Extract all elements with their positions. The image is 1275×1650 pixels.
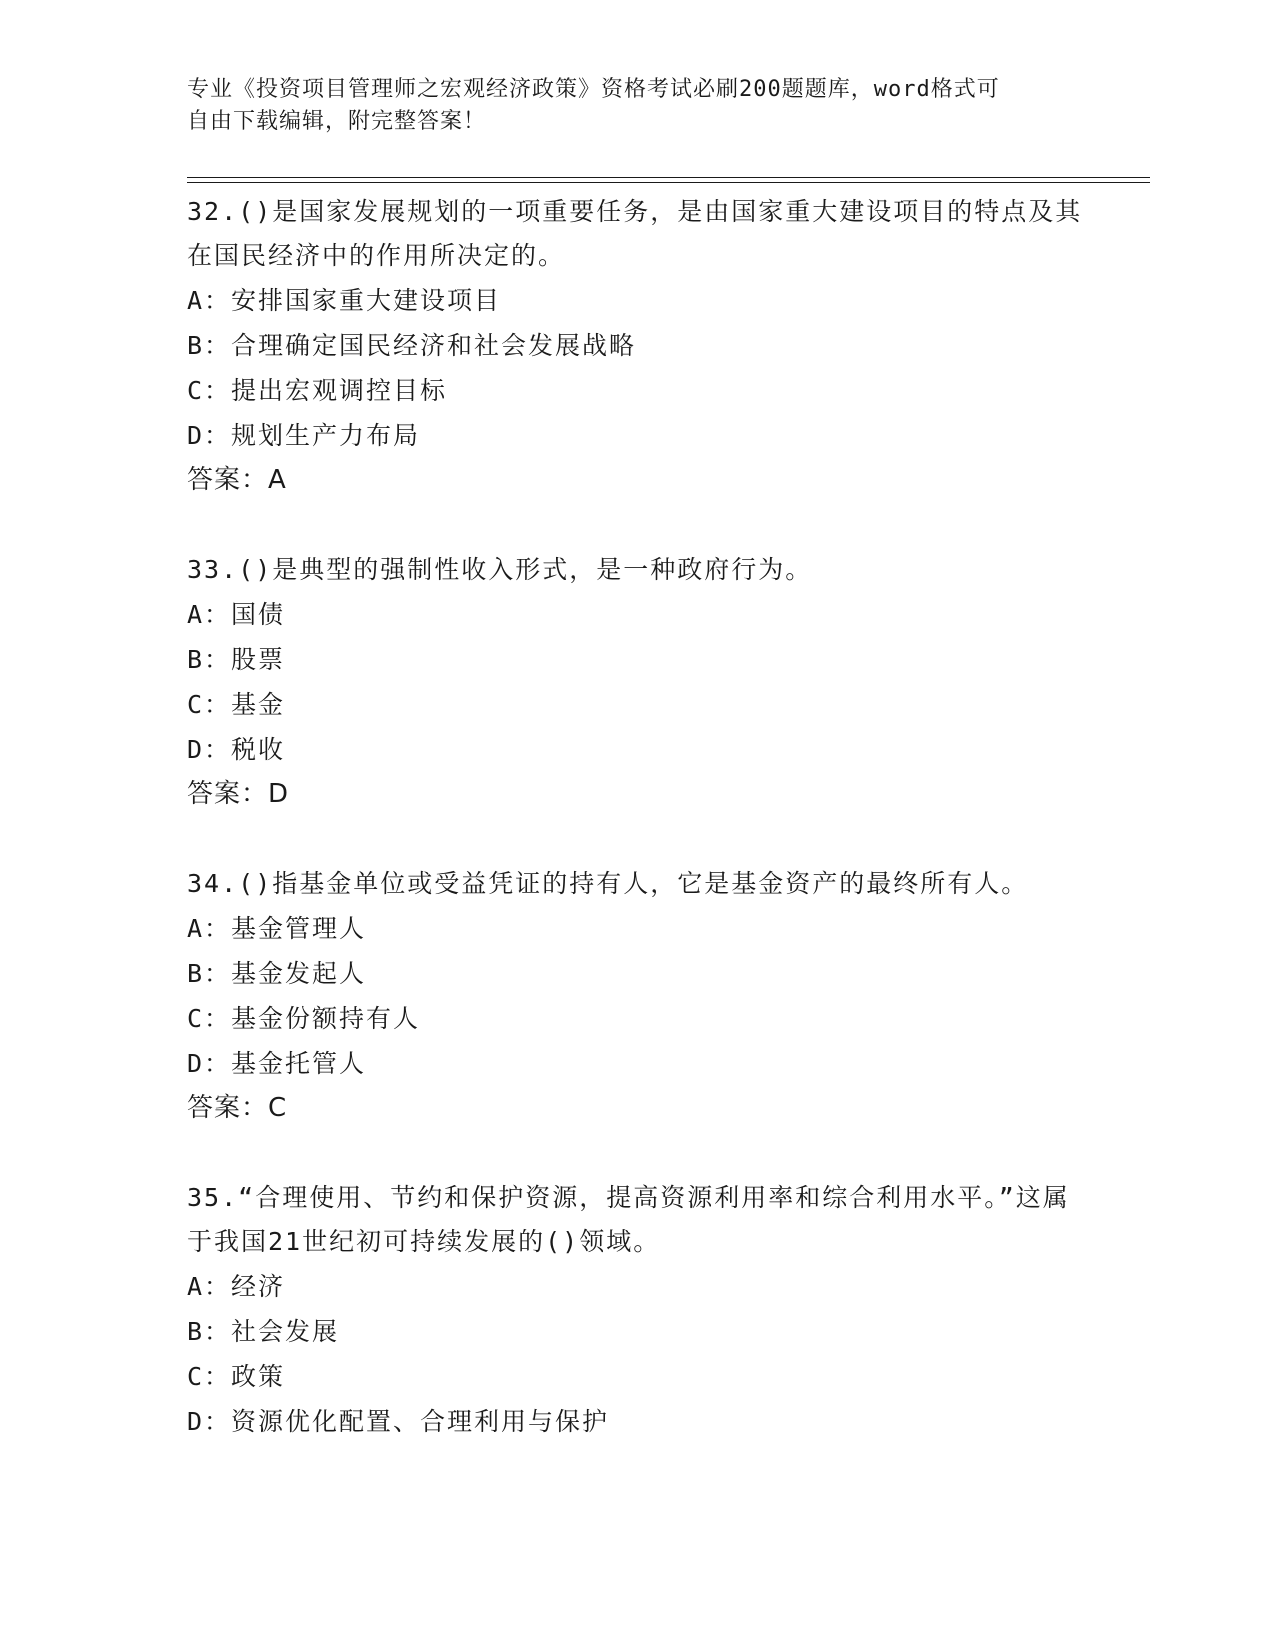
option-d: D：规划生产力布局: [187, 421, 421, 450]
option-c: C：提出宏观调控目标: [187, 376, 448, 405]
option-b: B：合理确定国民经济和社会发展战略: [187, 331, 637, 360]
option-a: A：基金管理人: [187, 914, 367, 943]
question-text: 32.()是国家发展规划的一项重要任务，是由国家重大建设项目的特点及其在国民经济中的作用所决定的。: [187, 197, 1083, 270]
option-d: D：税收: [187, 735, 286, 764]
option-b: B：社会发展: [187, 1317, 340, 1346]
option-a: A：安排国家重大建设项目: [187, 286, 502, 315]
option-d: D：资源优化配置、合理利用与保护: [187, 1407, 610, 1436]
option-a: A：经济: [187, 1272, 286, 1301]
question-33: [187, 548, 1087, 817]
question-34: [187, 862, 1087, 1131]
option-d: D：基金托管人: [187, 1049, 367, 1078]
header-line-2: 自由下载编辑，附完整答案！: [187, 109, 487, 134]
question-35: [187, 1176, 1087, 1444]
answer-line: 答案：D: [187, 779, 290, 809]
answer-line: 答案：C: [187, 1093, 288, 1123]
question-text: 34.()指基金单位或受益凭证的持有人，它是基金资产的最终所有人。: [187, 869, 1029, 898]
document-header: [187, 74, 1087, 138]
question-text: 33.()是典型的强制性收入形式，是一种政府行为。: [187, 555, 813, 584]
option-b: B：股票: [187, 645, 286, 674]
option-a: A：国债: [187, 600, 286, 629]
option-c: C：基金份额持有人: [187, 1004, 421, 1033]
question-text: 35.“合理使用、节约和保护资源，提高资源利用率和综合利用水平。”这属于我国21世纪初可持续发展的()领域。: [187, 1183, 1070, 1256]
header-divider-bottom: [187, 182, 1150, 183]
header-divider-top: [187, 177, 1150, 178]
option-c: C：基金: [187, 690, 286, 719]
option-b: B：基金发起人: [187, 959, 367, 988]
question-list: [187, 190, 1087, 1489]
option-c: C：政策: [187, 1362, 286, 1391]
question-32: [187, 190, 1087, 503]
answer-line: 答案：A: [187, 465, 287, 495]
header-line-1: 专业《投资项目管理师之宏观经济政策》资格考试必刷200题题库，word格式可: [187, 77, 1000, 102]
